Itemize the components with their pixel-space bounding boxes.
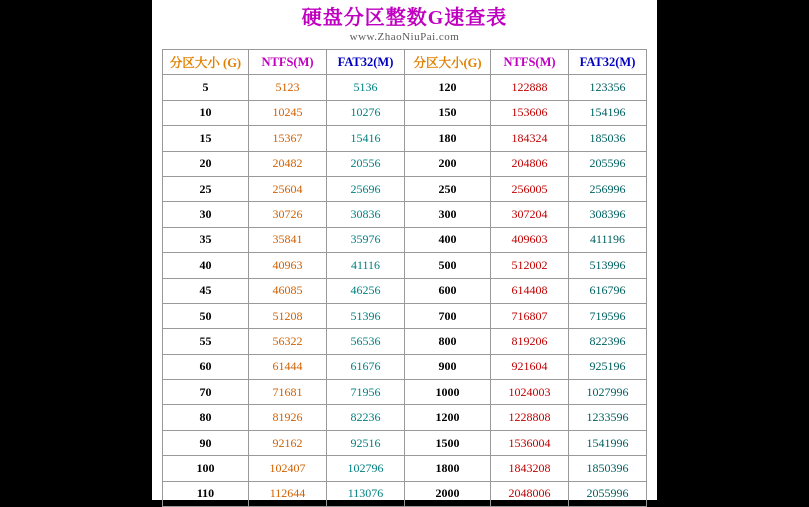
cell-fat32-left: 82236 xyxy=(327,405,405,430)
cell-ntfs-right: 307204 xyxy=(491,202,569,227)
cell-fat32-right: 1233596 xyxy=(569,405,647,430)
cell-fat32-right: 616796 xyxy=(569,278,647,303)
cell-ntfs-left: 46085 xyxy=(249,278,327,303)
cell-size-left: 35 xyxy=(163,227,249,252)
cell-fat32-left: 113076 xyxy=(327,481,405,506)
cell-ntfs-left: 30726 xyxy=(249,202,327,227)
cell-fat32-left: 56536 xyxy=(327,329,405,354)
cell-fat32-right: 2055996 xyxy=(569,481,647,506)
column-header-ntfs-left: NTFS(M) xyxy=(249,50,327,75)
cell-size-right: 200 xyxy=(405,151,491,176)
cell-fat32-right: 1541996 xyxy=(569,430,647,455)
cell-size-left: 90 xyxy=(163,430,249,455)
cell-fat32-right: 719596 xyxy=(569,303,647,328)
table-row xyxy=(163,100,647,125)
cell-fat32-right: 205596 xyxy=(569,151,647,176)
table-row xyxy=(163,227,647,252)
cell-ntfs-right: 1024003 xyxy=(491,380,569,405)
cell-ntfs-right: 1536004 xyxy=(491,430,569,455)
cell-size-right: 1800 xyxy=(405,456,491,481)
cell-size-right: 1200 xyxy=(405,405,491,430)
cell-fat32-left: 71956 xyxy=(327,380,405,405)
cell-size-left: 70 xyxy=(163,380,249,405)
table-body xyxy=(163,75,647,507)
cell-ntfs-left: 5123 xyxy=(249,75,327,100)
cell-size-right: 400 xyxy=(405,227,491,252)
cell-fat32-left: 20556 xyxy=(327,151,405,176)
cell-size-left: 55 xyxy=(163,329,249,354)
cell-size-left: 25 xyxy=(163,176,249,201)
cell-ntfs-right: 1843208 xyxy=(491,456,569,481)
cell-size-right: 250 xyxy=(405,176,491,201)
cell-size-left: 5 xyxy=(163,75,249,100)
cell-size-left: 40 xyxy=(163,253,249,278)
cell-fat32-left: 51396 xyxy=(327,303,405,328)
cell-ntfs-left: 40963 xyxy=(249,253,327,278)
cell-fat32-right: 411196 xyxy=(569,227,647,252)
cell-ntfs-left: 20482 xyxy=(249,151,327,176)
cell-fat32-right: 308396 xyxy=(569,202,647,227)
table-row xyxy=(163,75,647,100)
table-row xyxy=(163,380,647,405)
column-header-size-right: 分区大小(G) xyxy=(405,50,491,75)
cell-ntfs-left: 71681 xyxy=(249,380,327,405)
cell-ntfs-right: 184324 xyxy=(491,126,569,151)
cell-size-right: 500 xyxy=(405,253,491,278)
cell-fat32-left: 41116 xyxy=(327,253,405,278)
cell-fat32-right: 123356 xyxy=(569,75,647,100)
column-header-fat32-left: FAT32(M) xyxy=(327,50,405,75)
cell-fat32-right: 925196 xyxy=(569,354,647,379)
cell-fat32-left: 15416 xyxy=(327,126,405,151)
cell-ntfs-left: 102407 xyxy=(249,456,327,481)
cell-ntfs-right: 204806 xyxy=(491,151,569,176)
column-header-ntfs-right: NTFS(M) xyxy=(491,50,569,75)
cell-size-left: 50 xyxy=(163,303,249,328)
cell-fat32-left: 92516 xyxy=(327,430,405,455)
cell-size-left: 60 xyxy=(163,354,249,379)
cell-ntfs-left: 25604 xyxy=(249,176,327,201)
column-header-fat32-right: FAT32(M) xyxy=(569,50,647,75)
table-row xyxy=(163,354,647,379)
cell-ntfs-left: 51208 xyxy=(249,303,327,328)
cell-fat32-right: 154196 xyxy=(569,100,647,125)
cell-ntfs-left: 112644 xyxy=(249,481,327,506)
cell-fat32-left: 5136 xyxy=(327,75,405,100)
cell-ntfs-left: 92162 xyxy=(249,430,327,455)
table-row xyxy=(163,303,647,328)
cell-size-right: 1500 xyxy=(405,430,491,455)
column-header-size-left: 分区大小 (G) xyxy=(163,50,249,75)
cell-ntfs-right: 921604 xyxy=(491,354,569,379)
cell-ntfs-right: 716807 xyxy=(491,303,569,328)
cell-size-right: 150 xyxy=(405,100,491,125)
cell-size-right: 2000 xyxy=(405,481,491,506)
cell-size-right: 700 xyxy=(405,303,491,328)
cell-ntfs-left: 10245 xyxy=(249,100,327,125)
cell-fat32-left: 102796 xyxy=(327,456,405,481)
cell-ntfs-left: 56322 xyxy=(249,329,327,354)
cell-size-right: 1000 xyxy=(405,380,491,405)
cell-ntfs-left: 81926 xyxy=(249,405,327,430)
cell-ntfs-right: 153606 xyxy=(491,100,569,125)
table-row xyxy=(163,405,647,430)
table-row xyxy=(163,126,647,151)
cell-size-left: 110 xyxy=(163,481,249,506)
cell-fat32-left: 61676 xyxy=(327,354,405,379)
cell-ntfs-right: 2048006 xyxy=(491,481,569,506)
cell-ntfs-left: 61444 xyxy=(249,354,327,379)
cell-size-left: 100 xyxy=(163,456,249,481)
cell-ntfs-right: 256005 xyxy=(491,176,569,201)
cell-fat32-right: 1027996 xyxy=(569,380,647,405)
cell-size-left: 10 xyxy=(163,100,249,125)
cell-ntfs-right: 409603 xyxy=(491,227,569,252)
cell-ntfs-right: 614408 xyxy=(491,278,569,303)
cell-fat32-left: 10276 xyxy=(327,100,405,125)
cell-fat32-right: 513996 xyxy=(569,253,647,278)
cell-fat32-left: 25696 xyxy=(327,176,405,201)
cell-size-right: 180 xyxy=(405,126,491,151)
cell-fat32-right: 256996 xyxy=(569,176,647,201)
table-row xyxy=(163,481,647,506)
cell-size-left: 45 xyxy=(163,278,249,303)
table-row xyxy=(163,278,647,303)
cell-size-left: 80 xyxy=(163,405,249,430)
cell-size-right: 900 xyxy=(405,354,491,379)
cell-size-right: 300 xyxy=(405,202,491,227)
cell-fat32-right: 1850396 xyxy=(569,456,647,481)
cell-size-right: 600 xyxy=(405,278,491,303)
cell-ntfs-right: 819206 xyxy=(491,329,569,354)
cell-size-right: 800 xyxy=(405,329,491,354)
cell-size-left: 20 xyxy=(163,151,249,176)
table-row xyxy=(163,151,647,176)
cell-ntfs-right: 1228808 xyxy=(491,405,569,430)
cell-size-left: 15 xyxy=(163,126,249,151)
site-watermark: www.ZhaoNiuPai.com xyxy=(349,31,460,43)
cell-fat32-right: 822396 xyxy=(569,329,647,354)
cell-fat32-left: 30836 xyxy=(327,202,405,227)
cell-ntfs-right: 122888 xyxy=(491,75,569,100)
table-row xyxy=(163,329,647,354)
cell-ntfs-left: 15367 xyxy=(249,126,327,151)
document-sheet xyxy=(152,0,657,500)
cell-ntfs-left: 35841 xyxy=(249,227,327,252)
cell-size-right: 120 xyxy=(405,75,491,100)
table-header-row xyxy=(163,50,647,75)
page-title: 硬盘分区整数G速查表 xyxy=(301,7,508,29)
cell-fat32-right: 185036 xyxy=(569,126,647,151)
table-row xyxy=(163,202,647,227)
table-row xyxy=(163,176,647,201)
table-header xyxy=(163,50,647,75)
cell-fat32-left: 46256 xyxy=(327,278,405,303)
cell-ntfs-right: 512002 xyxy=(491,253,569,278)
cell-size-left: 30 xyxy=(163,202,249,227)
table-row xyxy=(163,253,647,278)
partition-size-table xyxy=(162,49,647,507)
cell-fat32-left: 35976 xyxy=(327,227,405,252)
table-row xyxy=(163,430,647,455)
table-row xyxy=(163,456,647,481)
